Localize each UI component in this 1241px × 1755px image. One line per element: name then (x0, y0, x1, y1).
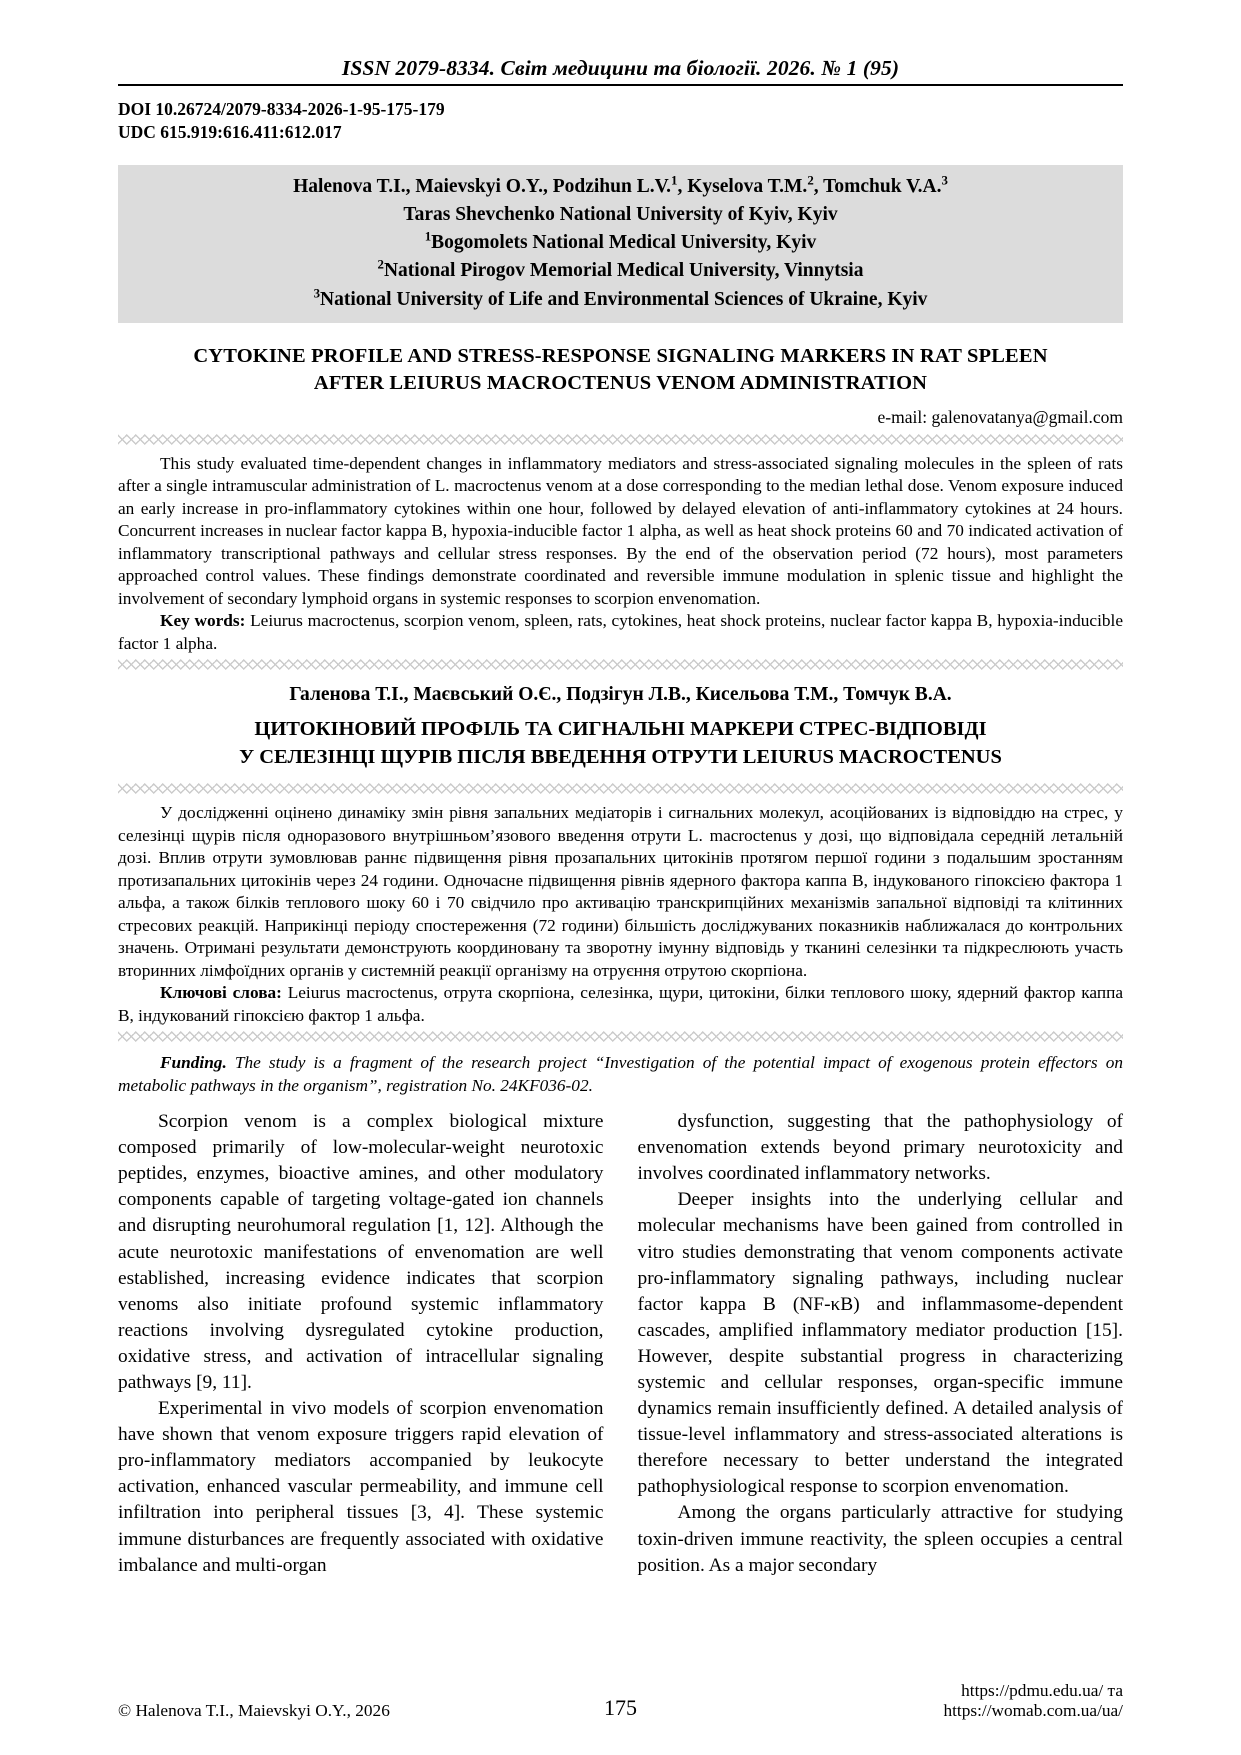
running-head: ISSN 2079-8334. Світ медицини та біології. 2026. № 1 (95) (341, 56, 900, 80)
funding-text: The study is a fragment of the research project “Investigation of the potential impact of exogenous protein effectors on metabolic pathways in the organism”, registration No. 24KF036-02. (118, 1053, 1123, 1095)
affiliation-line: $^1$Bogomolets National Medical University, Kyiv (424, 229, 817, 254)
affiliation-line: $^2$National Pirogov Memorial Medical University, Vinnytsia (377, 257, 864, 282)
page-footer (118, 1681, 1123, 1721)
body-column-right (638, 1109, 1124, 1579)
body-paragraph: Experimental in vivo models of scorpion envenomation have shown that venom exposure triggers rapid elevation of pro-inflammatory mediators accompanied by leukocyte activation, enhanced vascular permeability, and immune cell infiltration into peripheral tissues [3, 4]. These systemic immune disturbances are frequently associated with oxidative imbalance and multi-organ (118, 1398, 604, 1576)
keywords-text: Leiurus macroctenus, scorpion venom, spleen, rats, cytokines, heat shock proteins, nuclear factor kappa B, hypoxia-inducible factor 1 alpha. (118, 611, 1123, 653)
title-line: ЦИТОКІНОВИЙ ПРОФІЛЬ ТА СИГНАЛЬНІ МАРКЕРИ СТРЕС-ВІДПОВІДІ (254, 718, 987, 741)
body-columns (118, 1109, 1123, 1579)
body-paragraph: Deeper insights into the underlying cellular and molecular mechanisms have been gained from controlled in vitro studies demonstrating that venom components activate pro-inflammatory signaling pathways, including nuclear factor kappa B (NF-κB) and inflammasome-dependent cascades, amplified inflammatory mediator production [15]. However, despite substantial progress in characterizing systemic and cellular responses, organ-specific immune dynamics remain insufficiently defined. A detailed analysis of tissue-level inflammatory and stress-associated alterations is therefore necessary to better understand the integrated pathophysiological response to scorpion envenomation. (637, 1189, 1123, 1498)
udc-line: UDC 615.919:616.411:612.017 (118, 122, 342, 143)
article-title-english (118, 343, 1123, 397)
body-paragraph: dysfunction, suggesting that the pathophysiology of envenomation extends beyond primary neurotoxicity and involves coordinated inflammatory networks. (637, 1111, 1123, 1185)
funding-note (118, 1052, 1123, 1097)
keywords-label: Key words: (160, 611, 246, 631)
title-line: CYTOKINE PROFILE AND STRESS-RESPONSE SIGNALING MARKERS IN RAT SPLEEN (193, 344, 1048, 367)
abstract-body: This study evaluated time-dependent changes in inflammatory mediators and stress-associated signaling molecules in the spleen of rats after a single intramuscular administration of L. macroctenus venom at a dose corresponding to the median lethal dose. Venom exposure induced an early increase in pro-inflammatory cytokines within one hour, followed by delayed elevation of anti-inflammatory cytokines at 24 hours. Concurrent increases in nuclear factor kappa B, hypoxia-inducible factor 1 alpha, as well as heat shock proteins 60 and 70 indicated activation of inflammatory transcriptional pathways and cellular stress responses. By the end of the observation period (72 hours), most parameters approached control values. These findings demonstrate coordinated and reversible immune modulation in splenic tissue and highlight the involvement of secondary lymphoid organs in systemic responses to scorpion envenomation. (118, 453, 1123, 608)
header-rule (118, 84, 1123, 86)
author-line: Halenova T.I., Maievskyi O.Y., Podzihun L.V.$^1$, Kyselova T.M.$^2$, Tomchuk V.A.$^3$ (293, 173, 948, 197)
page-number: 175 (604, 1695, 637, 1720)
body-column-left (118, 1109, 604, 1579)
abstract-english (118, 453, 1123, 655)
identifier-block (118, 98, 1123, 145)
zigzag-separator (118, 659, 1123, 670)
body-paragraph: Scorpion venom is a complex biological mixture composed primarily of low-molecular-weight neurotoxic peptides, enzymes, bioactive amines, and other modulatory components capable of targeting voltage-gated ion channels and disrupting neurohumoral regulation [1, 12]. Although the acute neurotoxic manifestations of envenomation are well established, increasing evidence indicates that scorpion venoms also initiate profound systemic inflammatory reactions involving dysregulated cytokine production, oxidative stress, and activation of intracellular signaling pathways [9, 11]. (118, 1111, 604, 1393)
keywords-text: Leiurus macroctenus, отрута скорпіона, селезінка, щури, цитокіни, білки теплового шоку, ядерний фактор каппа В, індукований гіпоксією фактор 1 альфа. (118, 983, 1123, 1025)
body-paragraph: Among the organs particularly attractive for studying toxin-driven immune reactivity, the spleen occupies a central position. As a major secondary (637, 1502, 1123, 1576)
funding-label: Funding. (160, 1053, 227, 1073)
zigzag-separator (118, 1031, 1123, 1042)
article-title-ukrainian (118, 716, 1123, 771)
contact-email: e-mail: galenovatanya@gmail.com (877, 406, 1123, 427)
journal-urls: https://pdmu.edu.ua/ та https://womab.com.ua/ua/ (943, 1681, 1123, 1720)
keywords-label: Ключові слова: (160, 983, 282, 1003)
keywords-paragraph (118, 610, 1123, 655)
doi-line: DOI 10.26724/2079-8334-2026-1-95-175-179 (118, 99, 445, 119)
copyright-line: © Halenova T.I., Maievskyi O.Y., 2026 (118, 1701, 390, 1720)
authors-ukrainian: Галенова Т.І., Маєвський О.Є., Подзігун Л.В., Кисельова Т.М., Томчук В.А. (289, 684, 952, 706)
zigzag-separator (118, 434, 1123, 445)
authors-affiliations-block (118, 165, 1123, 323)
keywords-paragraph (118, 982, 1123, 1027)
title-line: У СЕЛЕЗІНЦІ ЩУРІВ ПІСЛЯ ВВЕДЕННЯ ОТРУТИ LEIURUS MACROCTENUS (239, 745, 1002, 768)
affiliation-line: $^3$National University of Life and Environmental Sciences of Ukraine, Kyiv (313, 286, 928, 310)
abstract-body: У дослідженні оцінено динаміку змін рівня запальних медіаторів і сигнальних молекул, асоційованих із відповіддю на стрес, у селезінці щурів після одноразового внутрішньом’язового введення отрути L. macroctenus у дозі, що відповідала середній летальній дозі. Вплив отрути зумовлював раннє підвищення рівня прозапальних цитокінів протягом першої години з подальшим зростанням протизапальних цитокінів через 24 години. Одночасне підвищення рівнів ядерного фактора каппа В, індукованого гіпоксією фактора 1 альфа, а також білків теплового шоку 60 і 70 свідчило про активацію транскрипційних механізмів запальної відповіді та клітинних стресових реакцій. Наприкінці періоду спостереження (72 години) більшість досліджуваних показників наближалася до контрольних значень. Отримані результати демонструють координовану та зворотну імунну відповідь у тканині селезінки та підкреслюють участь вторинних лімфоїдних органів у системній реакції організму на отруєння отрутою скорпіона. (118, 803, 1123, 980)
affiliation-line: Taras Shevchenko National University of Kyiv, Kyiv (403, 203, 838, 225)
zigzag-separator (118, 783, 1123, 794)
title-line: AFTER LEIURUS MACROCTENUS VENOM ADMINISTRATION (313, 371, 928, 394)
abstract-ukrainian (118, 802, 1123, 1027)
